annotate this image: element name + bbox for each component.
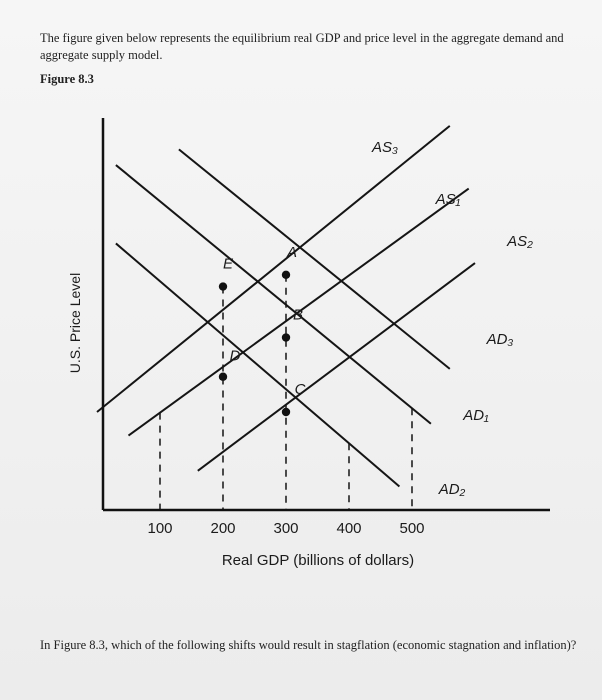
point-label-b: B: [292, 306, 304, 324]
curve-as2: [198, 263, 475, 471]
chart-labels: [147, 139, 533, 537]
label-as1: AS₁: [435, 191, 461, 208]
x-tick-500: 500: [399, 520, 425, 537]
point-label-c: C: [294, 381, 306, 398]
curve-ad1: [116, 165, 431, 424]
x-tick-200: 200: [210, 520, 236, 537]
point-d: [219, 373, 227, 381]
x-tick-300: 300: [273, 520, 299, 537]
x-tick-400: 400: [336, 520, 362, 537]
label-as3: AS₃: [372, 139, 398, 156]
x-axis-label: Real GDP (billions of dollars): [221, 552, 415, 569]
point-label-d: D: [229, 347, 241, 365]
curve-ad2: [116, 243, 400, 486]
point-e: [219, 282, 227, 290]
label-ad2: AD₂: [438, 481, 466, 498]
label-as2: AS₂: [507, 233, 533, 250]
label-ad1: AD₁: [463, 407, 489, 424]
point-b: [282, 333, 290, 341]
point-label-e: E: [222, 255, 234, 273]
curve-ad3: [179, 149, 450, 369]
y-axis-label: U.S. Price Level: [67, 272, 83, 374]
question-text: In Figure 8.3, which of the following shifts would result in stagflation (economic stagnation and inflation)?: [40, 638, 577, 652]
label-ad3: AD₃: [486, 331, 514, 348]
figure-label: Figure 8.3: [40, 72, 94, 86]
curve-as3: [97, 126, 450, 412]
point-c: [282, 408, 290, 416]
intro-text: The figure given below represents the equilibrium real GDP and price level in the aggregate demand and aggregate supply model.: [40, 31, 564, 62]
x-tick-100: 100: [147, 520, 173, 537]
guide-lines: [160, 275, 412, 510]
point-label-a: A: [286, 243, 298, 261]
point-a: [282, 271, 290, 279]
